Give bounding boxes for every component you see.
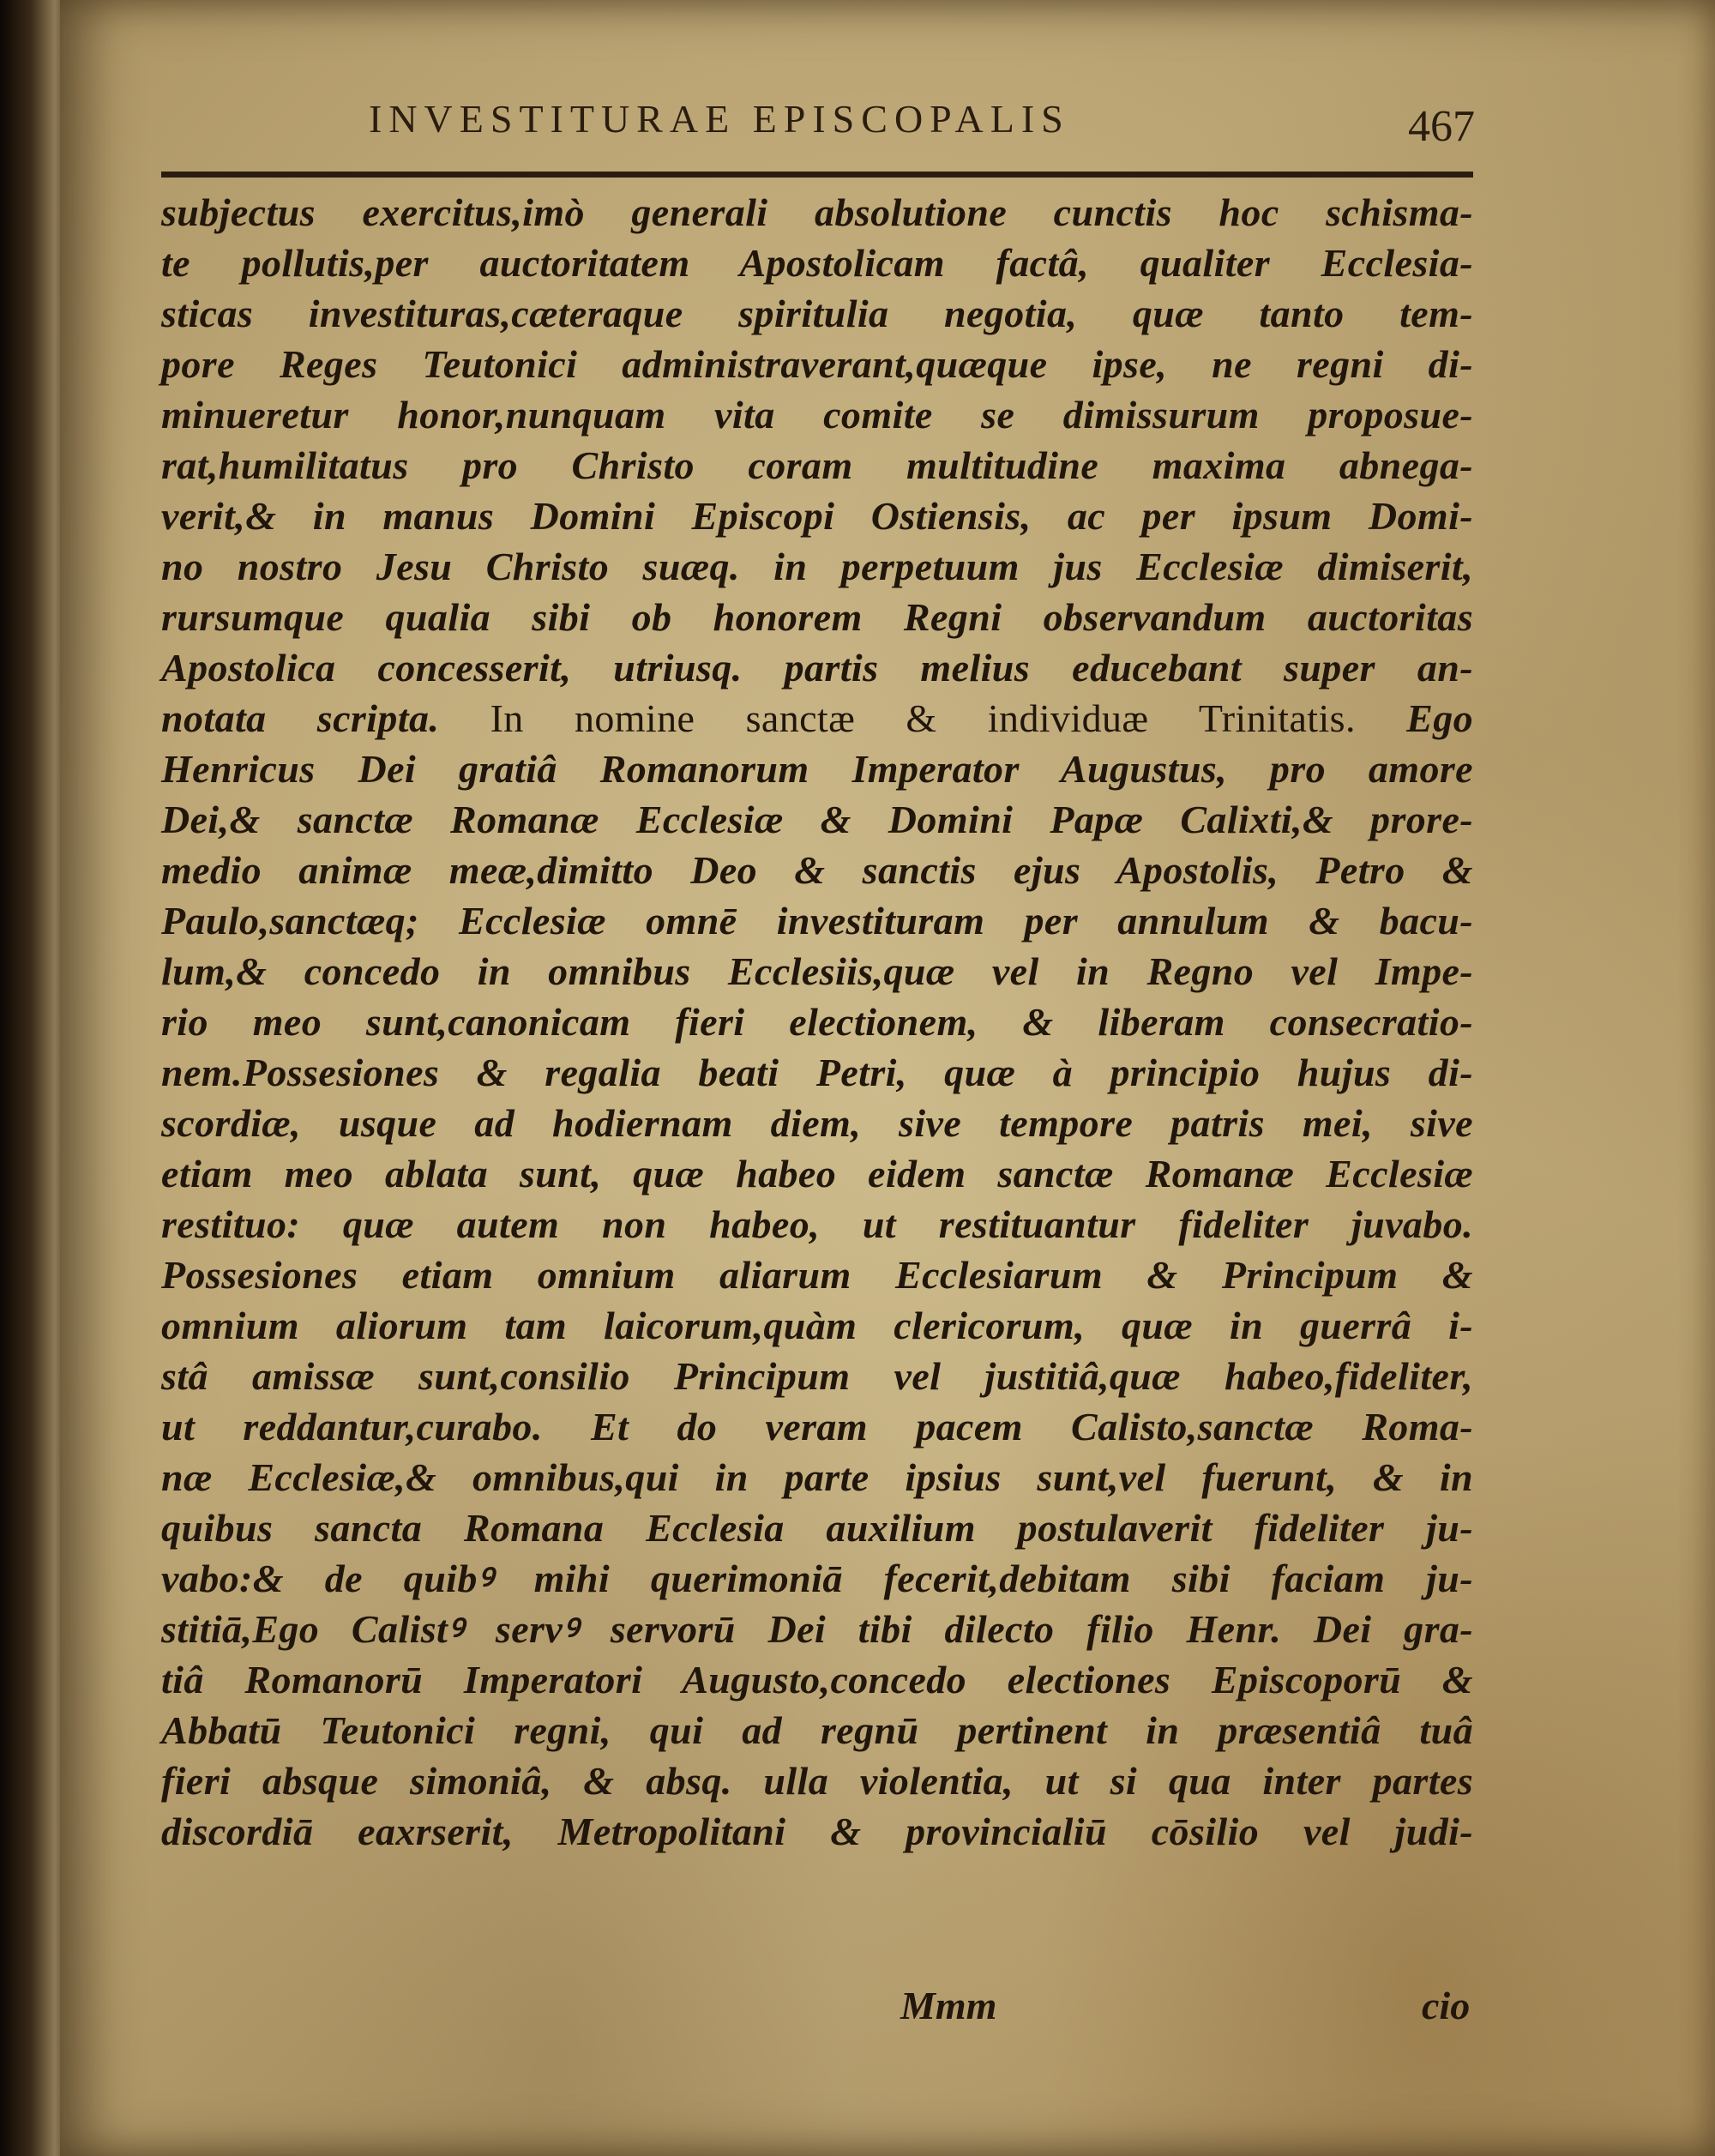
roman-heading-segment: In nomine sanctæ & individuæ Trinitatis.: [490, 696, 1356, 740]
italic-segment: notata scripta.: [161, 696, 440, 740]
text-line: scordiæ, usque ad hodiernam diem, sive tempore patris mei, sive: [161, 1101, 1473, 1145]
text-line: Possesiones etiam omnium aliarum Ecclesiarum & Principum &: [161, 1253, 1473, 1297]
signature-mark: Mmm: [900, 1984, 997, 2027]
text-line: discordiā eaxrserit, Metropolitani & provincialiū cōsilio vel judi-: [161, 1810, 1473, 1853]
text-line: quibus sancta Romana Ecclesia auxilium postulaverit fideliter ju-: [161, 1506, 1473, 1550]
text-line: subjectus exercitus,imò generali absolutione cunctis hoc schisma-: [161, 190, 1473, 234]
italic-segment: Ego: [1406, 696, 1473, 740]
text-line: sticas investituras,cæteraque spiritulia negotia, quæ tanto tem-: [161, 292, 1473, 335]
running-head: INVESTITURAE EPISCOPALIS: [369, 97, 1070, 141]
text-line-mixed: [161, 693, 1473, 744]
text-line: nem.Possesiones & regalia beati Petri, quæ à principio hujus di-: [161, 1051, 1473, 1094]
text-line: Apostolica concesserit, utriusq. partis melius educebant super an-: [161, 646, 1473, 690]
text-line: medio animæ meæ,dimitto Deo & sanctis ejus Apostolis, Petro &: [161, 848, 1473, 892]
text-line: fieri absque simoniâ, & absq. ulla violentia, ut si qua inter partes: [161, 1759, 1473, 1803]
head-rule: [161, 172, 1473, 178]
body-text: [161, 187, 1473, 1857]
text-line: minueretur honor,nunquam vita comite se dimissurum proposue-: [161, 393, 1473, 437]
text-line: no nostro Jesu Christo suæq. in perpetuum jus Ecclesiæ dimiserit,: [161, 545, 1473, 588]
text-line: etiam meo ablata sunt, quæ habeo eidem sanctæ Romanæ Ecclesiæ: [161, 1152, 1473, 1195]
book-page: [60, 0, 1715, 2156]
text-line: verit,& in manus Domini Episcopi Ostiensis, ac per ipsum Domi-: [161, 494, 1473, 538]
text-line: vabo:& de quibꝰ mihi querimoniā fecerit,debitam sibi faciam ju-: [161, 1557, 1473, 1600]
text-line: restituo: quæ autem non habeo, ut restituantur fideliter juvabo.: [161, 1202, 1473, 1246]
text-line: tiâ Romanorū Imperatori Augusto,concedo electiones Episcoporū &: [161, 1658, 1473, 1701]
text-line: rat,humilitatus pro Christo coram multitudine maxima abnega-: [161, 443, 1473, 487]
text-line: lum,& concedo in omnibus Ecclesiis,quæ vel in Regno vel Impe-: [161, 949, 1473, 993]
text-line: te pollutis,per auctoritatem Apostolicam factâ, qualiter Ecclesia-: [161, 241, 1473, 285]
catchword: cio: [1422, 1984, 1471, 2027]
text-line: Paulo,sanctæq; Ecclesiæ omnē investituram per annulum & bacu-: [161, 899, 1473, 942]
previous-page-edge: [0, 0, 69, 2156]
text-line: pore Reges Teutonici administraverant,quæque ipse, ne regni di-: [161, 342, 1473, 386]
text-line: næ Ecclesiæ,& omnibus,qui in parte ipsius sunt,vel fuerunt, & in: [161, 1455, 1473, 1499]
text-line: omnium aliorum tam laicorum,quàm clericorum, quæ in guerrâ i-: [161, 1304, 1473, 1347]
text-line: rio meo sunt,canonicam fieri electionem, & liberam consecratio-: [161, 1000, 1473, 1044]
text-line: Abbatū Teutonici regni, qui ad regnū pertinent in præsentiâ tuâ: [161, 1708, 1473, 1752]
text-line: Henricus Dei gratiâ Romanorum Imperator Augustus, pro amore: [161, 747, 1473, 791]
text-line: Dei,& sanctæ Romanæ Ecclesiæ & Domini Papæ Calixti,& prore-: [161, 798, 1473, 841]
text-line: ut reddantur,curabo. Et do veram pacem Calisto,sanctæ Roma-: [161, 1405, 1473, 1448]
text-line: stitiā,Ego Calistꝰ servꝰ servorū Dei tibi dilecto filio Henr. Dei gra-: [161, 1607, 1473, 1651]
page-number: 467: [1408, 102, 1475, 151]
text-line: rursumque qualia sibi ob honorem Regni observandum auctoritas: [161, 595, 1473, 639]
text-line: stâ amissæ sunt,consilio Principum vel justitiâ,quæ habeo,fideliter,: [161, 1354, 1473, 1398]
